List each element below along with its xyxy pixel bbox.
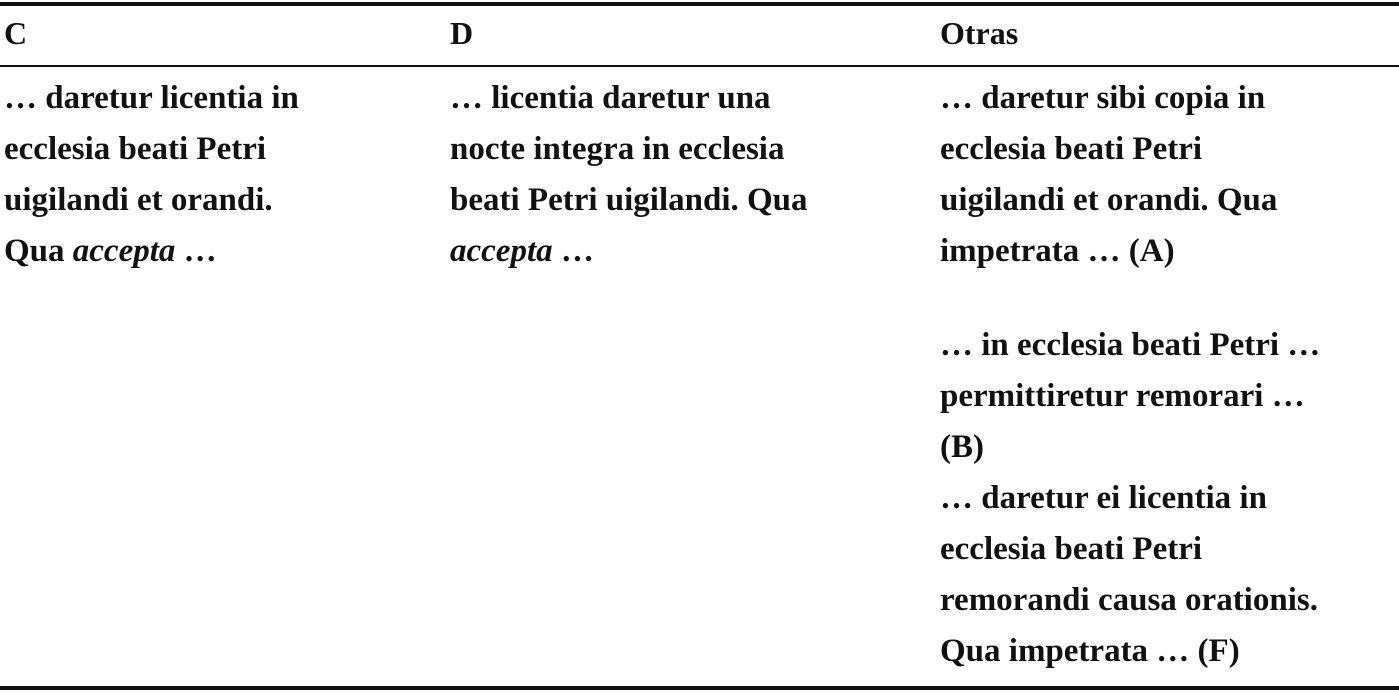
table-bottom-rule <box>0 686 1399 690</box>
text-line <box>450 226 920 277</box>
cell-otras <box>940 73 1395 677</box>
text-line: … daretur ei licentia in <box>940 480 1267 516</box>
header-rule <box>0 65 1399 67</box>
text-line: Qua impetrata … (F) <box>940 633 1240 669</box>
text-line: uigilandi et orandi. <box>4 182 273 218</box>
text-line: nocte integra in ecclesia <box>450 131 785 167</box>
entry-otras-b <box>940 320 1395 473</box>
text-segment: Qua <box>4 233 73 269</box>
entry-otras-f <box>940 473 1395 677</box>
text-line: impetrata … (A) <box>940 233 1175 269</box>
text-line: … daretur licentia in <box>4 80 299 116</box>
entry-otras-a <box>940 73 1395 277</box>
text-line: ecclesia beati Petri <box>940 131 1203 167</box>
header-c: C <box>4 15 28 51</box>
cell-d <box>450 73 920 277</box>
text-line <box>4 226 424 277</box>
table-top-rule <box>0 2 1399 6</box>
italic-word: accepta <box>72 233 176 269</box>
header-d: D <box>450 15 474 51</box>
text-line: uigilandi et orandi. Qua <box>940 182 1278 218</box>
text-line: ecclesia beati Petri <box>940 531 1203 567</box>
cell-c <box>4 73 424 277</box>
header-otras: Otras <box>940 15 1019 51</box>
text-segment: … <box>552 233 594 269</box>
text-line: … licentia daretur una <box>450 80 771 116</box>
text-line: remorandi causa orationis. <box>940 582 1318 618</box>
entry-c <box>4 73 424 277</box>
italic-word: accepta <box>450 233 553 269</box>
text-line: … in ecclesia beati Petri … <box>940 327 1321 363</box>
text-line: permittiretur remorari … <box>940 378 1305 414</box>
text-line: beati Petri uigilandi. Qua <box>450 182 808 218</box>
text-line: (B) <box>940 429 984 465</box>
text-line: ecclesia beati Petri <box>4 131 267 167</box>
entry-d <box>450 73 920 277</box>
text-segment: … <box>175 233 217 269</box>
text-line: … daretur sibi copia in <box>940 80 1266 116</box>
